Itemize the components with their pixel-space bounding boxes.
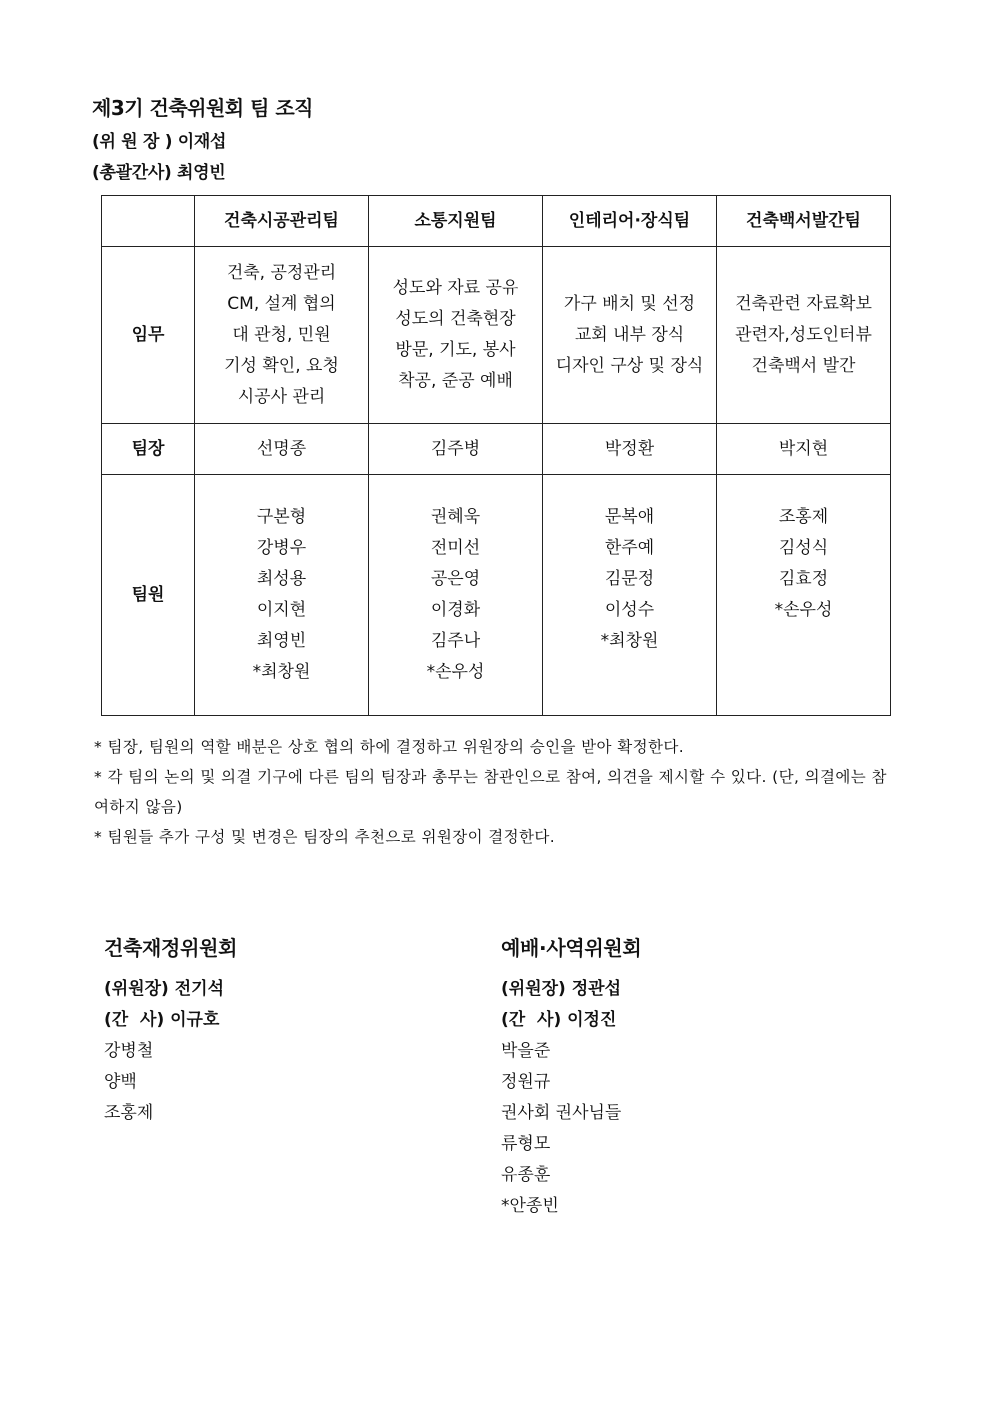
committee-member: 류형모 [501,1134,551,1154]
member-name: 강병우 [256,538,307,558]
committee-member: 강병철 [104,1041,154,1061]
page-title: 제3기 건축위원회 팀 조직 [92,96,314,120]
member-name: 이경화 [430,600,481,620]
committee-title: 예배·사역위원회 [501,936,642,960]
member-name: 공은영 [430,569,481,589]
members-cell [717,475,891,716]
row-label-members: 팀원 [102,475,195,716]
leader-cell: 박정환 [543,424,717,475]
committee-member: 권사회 권사님들 [501,1103,622,1123]
member-name: 문복애 [604,507,655,527]
member-name: 김문정 [604,569,655,589]
member-name: 권혜욱 [430,507,481,527]
member-name: 최영빈 [256,631,307,651]
team-organization-table [101,195,891,716]
committee-chair: (위원장) 전기석 [104,979,224,999]
committee-member: 박을준 [501,1041,551,1061]
duty-cell: 성도와 자료 공유 성도의 건축현장 방문, 기도, 봉사 착공, 준공 예배 [369,247,543,424]
team-header: 인테리어·장식팀 [543,196,717,247]
committee-chair: (위원장) 정관섭 [501,979,621,999]
corner-cell [102,196,195,247]
member-name: *손우성 [774,600,833,620]
committee-finance [104,932,464,1129]
members-cell [543,475,717,716]
leader-cell: 박지현 [717,424,891,475]
committee-member: *안종빈 [501,1196,559,1216]
note: * 팀장, 팀원의 역할 배분은 상호 협의 하에 결정하고 위원장의 승인을 받아 확정한다. [94,738,685,756]
leader-row [102,424,891,475]
member-name: 김성식 [778,538,829,558]
committee-secretary: (간 사) 이정진 [501,1010,617,1030]
leader-cell: 김주병 [369,424,543,475]
committee-member: 정원규 [501,1072,551,1092]
member-name: *최창원 [600,631,659,651]
member-name: *최창원 [252,662,311,682]
members-cell [195,475,369,716]
member-name: 김효정 [778,569,829,589]
table-header-row [102,196,891,247]
chair-line: (위 원 장 ) 이재섭 [92,132,227,152]
duty-cell: 가구 배치 및 선정 교회 내부 장식 디자인 구상 및 장식 [543,247,717,424]
members-cell [369,475,543,716]
member-name: 구본형 [256,507,307,527]
team-header: 소통지원팀 [369,196,543,247]
member-name: 최성용 [256,569,307,589]
row-label-leader: 팀장 [102,424,195,475]
member-name: 김주나 [430,631,481,651]
committee-member: 조홍제 [104,1103,154,1123]
team-header: 건축백서발간팀 [717,196,891,247]
member-name: 한주예 [604,538,655,558]
duty-cell: 건축, 공정관리 CM, 설계 협의 대 관청, 민원 기성 확인, 요청 시공사 관리 [195,247,369,424]
row-label-duty: 임무 [102,247,195,424]
leader-cell: 선명종 [195,424,369,475]
committee-member: 유종훈 [501,1165,551,1185]
team-header: 건축시공관리팀 [195,196,369,247]
member-name: *손우성 [426,662,485,682]
duty-cell: 건축관련 자료확보 관련자,성도인터뷰 건축백서 발간 [717,247,891,424]
duty-row [102,247,891,424]
note: * 각 팀의 논의 및 의결 기구에 다른 팀의 팀장과 총무는 참관인으로 참여, 의견을 제시할 수 있다. (단, 의결에는 참여하지 않음) [94,768,887,816]
member-name: 이성수 [604,600,655,620]
member-name: 전미선 [430,538,481,558]
committee-title: 건축재정위원회 [104,936,238,960]
committee-secretary: (간 사) 이규호 [104,1010,220,1030]
member-name: 조홍제 [778,507,829,527]
note: * 팀원들 추가 구성 및 변경은 팀장의 추천으로 위원장이 결정한다. [94,828,556,846]
committee-worship [501,932,861,1222]
members-row [102,475,891,716]
secretary-line: (총괄간사) 최영빈 [92,163,226,183]
notes [94,732,902,852]
member-name: 이지현 [256,600,307,620]
committee-member: 양백 [104,1072,137,1092]
